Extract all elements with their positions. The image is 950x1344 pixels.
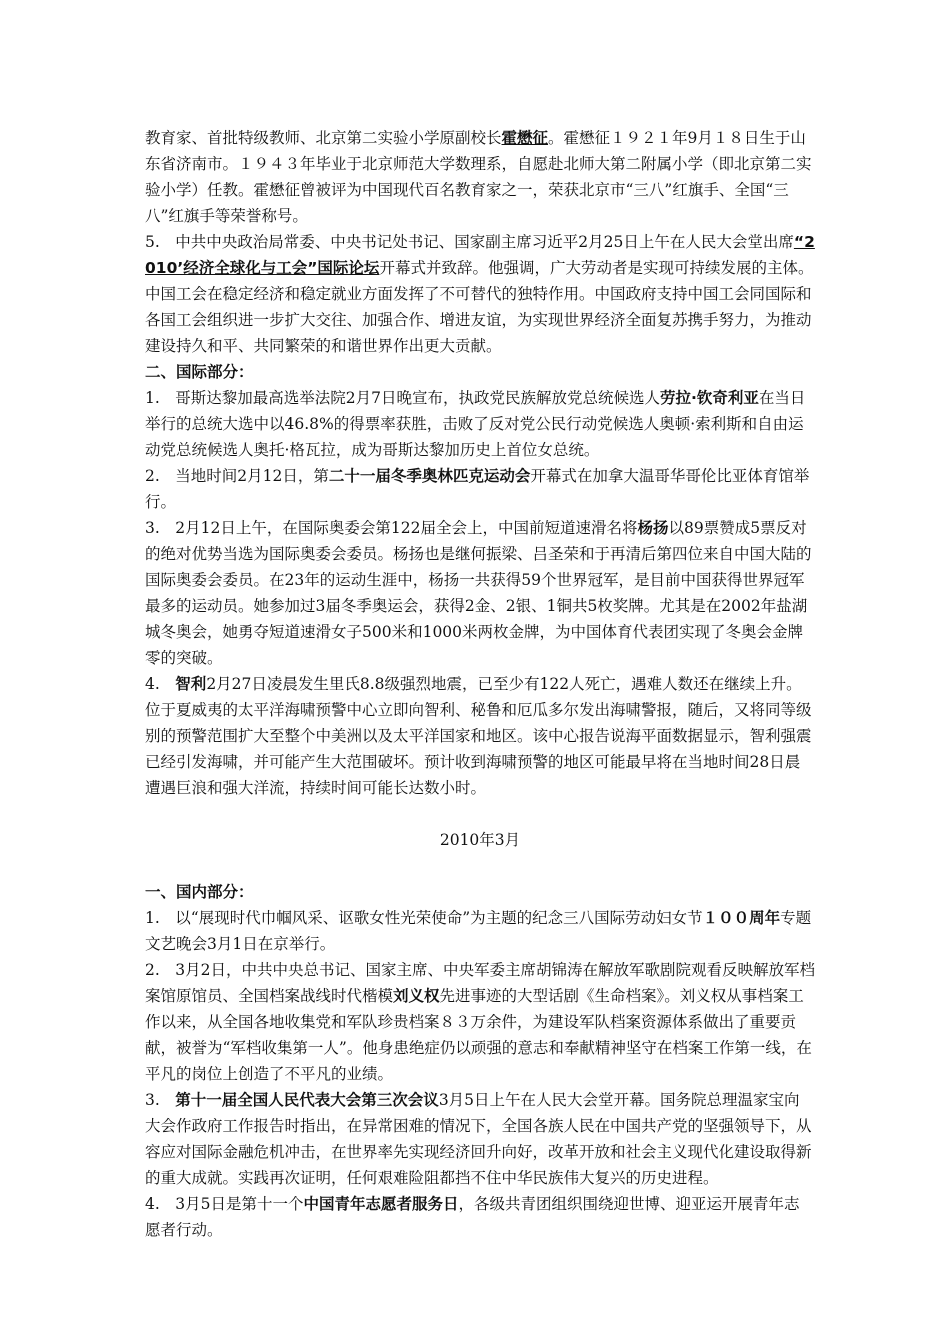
paragraph-huo-maozheng <box>145 125 815 229</box>
text-run: 先进事迹的大型话剧《生命档案》。刘义权从事档案工作以来，从全国各地收集党和军队珍贵档案８３万余件，为建设军队档案资源体系做出了重要贡献，被誉为“军档收集第一人”。他身患绝症仍以顽强的意志和奉献精神坚守在档案工作第一线，在平凡的岗位上创造了不平凡的业绩。 <box>145 987 812 1083</box>
text-run: 在当日举行的总统大选中以46.8%的得票率获胜，击败了反对党公民行动党候选人奥顿·索利斯和自由运动党总统候选人奥托·格瓦拉，成为哥斯达黎加历史上首位女总统。 <box>145 389 806 459</box>
paragraph-intl-3 <box>145 515 815 671</box>
text-run: 3. 2月12日上午，在国际奥委会第122届全会上，中国前短道速滑名将 <box>145 519 638 537</box>
bold-term: 智利 <box>175 675 207 693</box>
text-run: 2月27日凌晨发生里氏8.8级强烈地震，已至少有122人死亡，遇难人数还在继续上升。位于夏威夷的太平洋海啸预警中心立即向智利、秘鲁和厄瓜多尔发出海啸警报，随后，又将同等级别的预警范围扩大至整个中美洲以及太平洋国家和地区。该中心报告说海平面数据显示，智利强震已经引发海啸，并可能产生大范围破坏。预计收到海啸预警的地区可能最早将在当地时间28日晨遭遇巨浪和强大洋流，持续时间可能长达数小时。 <box>145 675 812 797</box>
text-run: 开幕式在加拿大温哥华哥伦比亚体育馆举行。 <box>145 467 810 511</box>
bold-term: 霍懋征 <box>501 129 549 147</box>
text-run: 专题文艺晚会3月1日在京举行。 <box>145 909 812 953</box>
bold-term: 杨扬 <box>637 519 669 537</box>
text-run: 1. 以“展现时代巾帼风采、讴歌女性光荣使命”为主题的纪念三八国际劳动妇女节 <box>145 909 703 927</box>
bold-term: 刘义权 <box>393 987 440 1005</box>
paragraph-item-5 <box>145 229 815 359</box>
text-run: 3. <box>145 1091 176 1109</box>
paragraph-dom-3 <box>145 1087 815 1191</box>
bold-term: 第十一届全国人民代表大会第三次会议 <box>175 1091 439 1109</box>
bold-term: 中国青年志愿者服务日 <box>303 1195 459 1213</box>
bold-term: 二十一届冬季奥林匹克运动会 <box>328 467 531 485</box>
paragraph-intl-4 <box>145 671 815 801</box>
text-run: 。霍懋征１９２１年9月１８日生于山东省济南市。１９４３年毕业于北京师范大学数理系，自愿赴北师大第二附属小学（即北京第二实验小学）任教。霍懋征曾被评为中国现代百名教育家之一，荣获北京市“三八”红旗手、全国“三八”红旗手等荣誉称号。 <box>145 129 812 225</box>
paragraph-dom-4 <box>145 1191 815 1243</box>
bold-term: １００周年 <box>702 909 781 927</box>
text-run: 4. 3月5日是第十一个 <box>145 1195 304 1213</box>
text-run: ，各级共青团组织围绕迎世博、迎亚运开展青年志愿者行动。 <box>145 1195 800 1239</box>
month-heading: 2010年3月 <box>439 831 521 849</box>
paragraph-dom-1 <box>145 905 815 957</box>
text-run: 5. 中共中央政治局常委、中央书记处书记、国家副主席习近平2月25日上午在人民大会堂出席 <box>145 233 794 251</box>
bold-term: “2010’经济全球化与工会”国际论坛 <box>145 233 815 277</box>
text-run: 开幕式并致辞。他强调，广大劳动者是实现可持续发展的主体。中国工会在稳定经济和稳定就业方面发挥了不可替代的独特作用。中国政府支持中国工会同国际和各国工会组织进一步扩大交往、加强合作、增进友谊，为实现世界经济全面复苏携手努力，为推动建设持久和平、共同繁荣的和谐世界作出更大贡献。 <box>145 259 814 355</box>
section-heading-international: 二、国际部分： <box>145 363 254 381</box>
text-run: 以89票赞成5票反对的绝对优势当选为国际奥委会委员。杨扬也是继何振梁、吕圣荣和于再清后第四位来自中国大陆的国际奥委会委员。在23年的运动生涯中，杨扬一共获得59个世界冠军，是目前中国获得世界冠军最多的运动员。她参加过3届冬季奥运会，获得2金、2银、1铜共5枚奖牌。尤其是在2002年盐湖城冬奥会，她勇夺短道速滑女子500米和1000米两枚金牌，为中国体育代表团实现了冬奥会金牌零的突破。 <box>145 519 812 667</box>
text-run: 教育家、首批特级教师、北京第二实验小学原副校长 <box>145 129 502 147</box>
paragraph-intl-1 <box>145 385 815 463</box>
text-run: 1. 哥斯达黎加最高选举法院2月7日晚宣布，执政党民族解放党总统候选人 <box>145 389 661 407</box>
section-heading-domestic: 一、国内部分： <box>145 883 254 901</box>
text-run: 3月5日上午在人民大会堂开幕。国务院总理温家宝向大会作政府工作报告时指出，在异常困难的情况下，全国各族人民在中国共产党的坚强领导下，从容应对国际金融危机冲击，在世界率先实现经济回升向好，改革开放和社会主义现代化建设取得新的重大成就。实践再次证明，任何艰难险阻都挡不住中华民族伟大复兴的历史进程。 <box>145 1091 812 1187</box>
text-run: 2. 当地时间2月12日，第 <box>145 467 329 485</box>
paragraph-intl-2 <box>145 463 815 515</box>
document-page <box>145 125 815 1243</box>
paragraph-dom-2 <box>145 957 815 1087</box>
text-run: 2. 3月2日，中共中央总书记、国家主席、中央军委主席胡锦涛在解放军歌剧院观看反映解放军档案馆原馆员、全国档案战线时代楷模 <box>145 961 816 1005</box>
bold-term: 劳拉·钦奇利亚 <box>660 389 759 407</box>
text-run: 4. <box>145 675 176 693</box>
